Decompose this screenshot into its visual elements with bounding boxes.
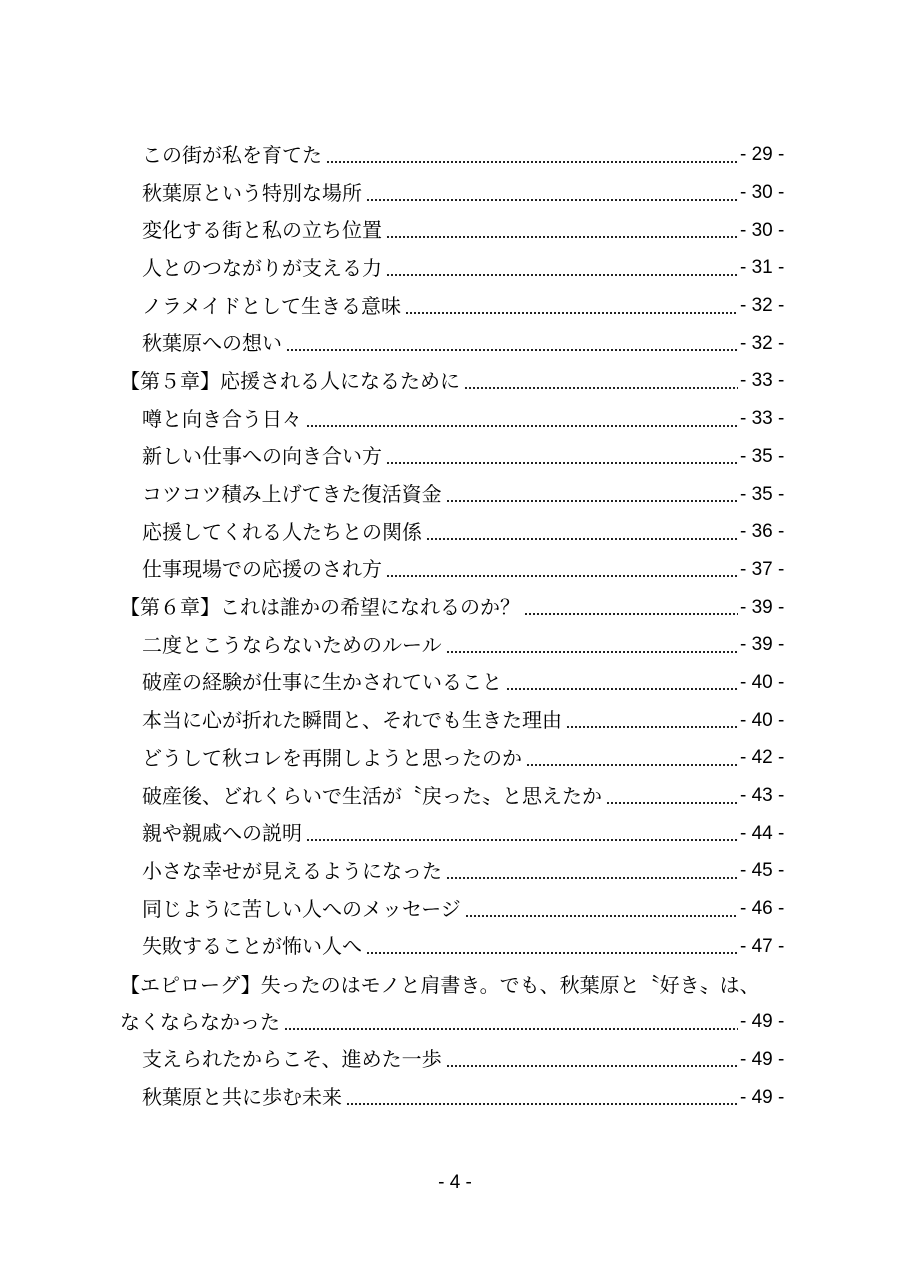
toc-section-before-epilogue (120, 136, 792, 965)
toc-entry-page: - 45 - (740, 860, 785, 882)
toc-entry-page: - 39 - (740, 634, 785, 656)
toc-entry-page: - 49 - (740, 1086, 785, 1108)
toc-leader-dots (386, 258, 738, 278)
toc-leader-dots (446, 861, 738, 881)
toc-leader-dots (286, 333, 738, 353)
toc-leader-dots (346, 1087, 738, 1107)
toc-leader-dots (446, 484, 738, 504)
toc-leader-dots (426, 522, 738, 542)
toc-entry-title: どうして秋コレを再開しようと思ったのか (142, 745, 522, 770)
toc-leader-dots (366, 936, 738, 956)
toc-entry[interactable] (120, 814, 792, 852)
toc-entry-title: この街が私を育てた (142, 142, 322, 167)
toc-entry[interactable] (120, 701, 792, 739)
toc-entry[interactable] (120, 475, 792, 513)
toc-entry[interactable] (120, 890, 792, 928)
toc-entry[interactable] (120, 664, 792, 702)
toc-entry-page: - 35 - (740, 483, 785, 505)
toc-entry[interactable] (120, 400, 792, 438)
toc-entry-title: 秋葉原という特別な場所 (142, 180, 362, 205)
toc-entry-title: 失敗することが怖い人へ (142, 934, 362, 959)
toc-entry-title: 小さな幸せが見えるようになった (142, 858, 442, 883)
toc-entry[interactable] (120, 513, 792, 551)
toc-entry[interactable] (120, 249, 792, 287)
toc-entry-title: 破産の経験が仕事に生かされていること (142, 670, 502, 695)
page-number: - 4 - (438, 1172, 472, 1193)
toc-entry[interactable] (120, 324, 792, 362)
toc-entry[interactable] (120, 211, 792, 249)
toc-entry-page: - 32 - (740, 295, 785, 317)
toc-entry-page: - 46 - (740, 898, 785, 920)
toc-entry-page: - 30 - (740, 219, 785, 241)
toc-leader-dots (386, 446, 738, 466)
toc-entry[interactable] (120, 287, 792, 325)
toc-entry[interactable] (120, 438, 792, 476)
toc-entry-page: - 42 - (740, 747, 785, 769)
toc-leader-dots (405, 296, 738, 316)
toc-entry-page: - 30 - (740, 182, 785, 204)
toc-entry-title: ノラメイドとして生きる意味 (142, 293, 401, 318)
toc-epilogue-title-line1: 【エピローグ】失ったのはモノと肩書き。でも、秋葉原と〝好き〟は、 (120, 973, 760, 998)
toc-entry-title: 二度とこうならないためのルール (142, 632, 442, 657)
toc-entry-title: 【第６章】これは誰かの希望になれるのか？ (120, 595, 520, 620)
toc-epilogue-title-line2: なくならなかった (120, 1009, 280, 1034)
toc-entry-page: - 37 - (740, 558, 785, 580)
toc-entry-title: 【第５章】応援される人になるために (120, 368, 460, 393)
toc-epilogue-page: - 49 - (740, 1011, 785, 1033)
toc-section-after-epilogue (120, 1041, 792, 1116)
toc-leader-dots (465, 899, 738, 919)
toc-leader-dots (386, 559, 738, 579)
toc-leader-dots (566, 710, 738, 730)
table-of-contents (120, 136, 792, 1116)
toc-entry[interactable] (120, 927, 792, 965)
toc-entry-page: - 39 - (740, 596, 785, 618)
toc-leader-dots (306, 823, 738, 843)
toc-leader-dots (526, 748, 738, 768)
toc-entry-page: - 36 - (740, 521, 785, 543)
toc-leader-dots (464, 371, 738, 391)
toc-entry[interactable] (120, 626, 792, 664)
toc-entry-title: 新しい仕事への向き合い方 (142, 444, 382, 469)
toc-leader-dots (506, 672, 738, 692)
toc-entry-page: - 40 - (740, 709, 785, 731)
toc-epilogue-line2[interactable] (120, 1003, 792, 1041)
toc-entry[interactable] (120, 1041, 792, 1079)
toc-leader-dots (326, 145, 738, 165)
toc-entry-title: 秋葉原への想い (142, 331, 282, 356)
toc-entry-page: - 44 - (740, 822, 785, 844)
toc-entry-page: - 29 - (740, 144, 785, 166)
toc-entry-page: - 32 - (740, 332, 785, 354)
toc-leader-dots (446, 1049, 738, 1069)
toc-entry-title: コツコツ積み上げてきた復活資金 (142, 482, 442, 507)
toc-entry-title: 支えられたからこそ、進めた一歩 (142, 1047, 442, 1072)
toc-chapter-entry[interactable] (120, 588, 792, 626)
toc-entry-page: - 33 - (740, 370, 785, 392)
toc-chapter-entry[interactable] (120, 362, 792, 400)
toc-entry-title: 人とのつながりが支える力 (142, 255, 382, 280)
toc-entry-page: - 40 - (740, 671, 785, 693)
toc-entry[interactable] (120, 551, 792, 589)
toc-leader-dots (524, 597, 738, 617)
toc-leader-dots (446, 635, 738, 655)
toc-entry-title: 同じように苦しい人へのメッセージ (142, 896, 461, 921)
toc-entry-title: 変化する街と私の立ち位置 (142, 218, 382, 243)
toc-entry-page: - 35 - (740, 445, 785, 467)
toc-entry-title: 破産後、どれくらいで生活が〝戻った〟と思えたか (142, 783, 602, 808)
toc-entry[interactable] (120, 777, 792, 815)
toc-leader-dots (284, 1012, 738, 1032)
toc-entry-title: 秋葉原と共に歩む未来 (142, 1085, 342, 1110)
toc-entry[interactable] (120, 1078, 792, 1116)
toc-leader-dots (306, 409, 738, 429)
toc-entry-title: 仕事現場での応援のされ方 (142, 557, 382, 582)
toc-entry[interactable] (120, 174, 792, 212)
toc-entry-title: 噂と向き合う日々 (142, 406, 302, 431)
toc-entry-page: - 33 - (740, 408, 785, 430)
toc-leader-dots (606, 786, 738, 806)
toc-entry[interactable] (120, 136, 792, 174)
toc-leader-dots (366, 183, 738, 203)
toc-entry-page: - 47 - (740, 935, 785, 957)
toc-leader-dots (386, 220, 738, 240)
toc-entry-page: - 43 - (740, 785, 785, 807)
toc-entry[interactable] (120, 739, 792, 777)
toc-epilogue-line1[interactable] (120, 965, 792, 1003)
toc-entry-page: - 49 - (740, 1048, 785, 1070)
toc-entry-page: - 31 - (740, 257, 785, 279)
toc-entry-title: 本当に心が折れた瞬間と、それでも生きた理由 (142, 708, 562, 733)
toc-entry-title: 応援してくれる人たちとの関係 (142, 519, 422, 544)
toc-entry[interactable] (120, 852, 792, 890)
toc-entry-title: 親や親戚への説明 (142, 821, 302, 846)
